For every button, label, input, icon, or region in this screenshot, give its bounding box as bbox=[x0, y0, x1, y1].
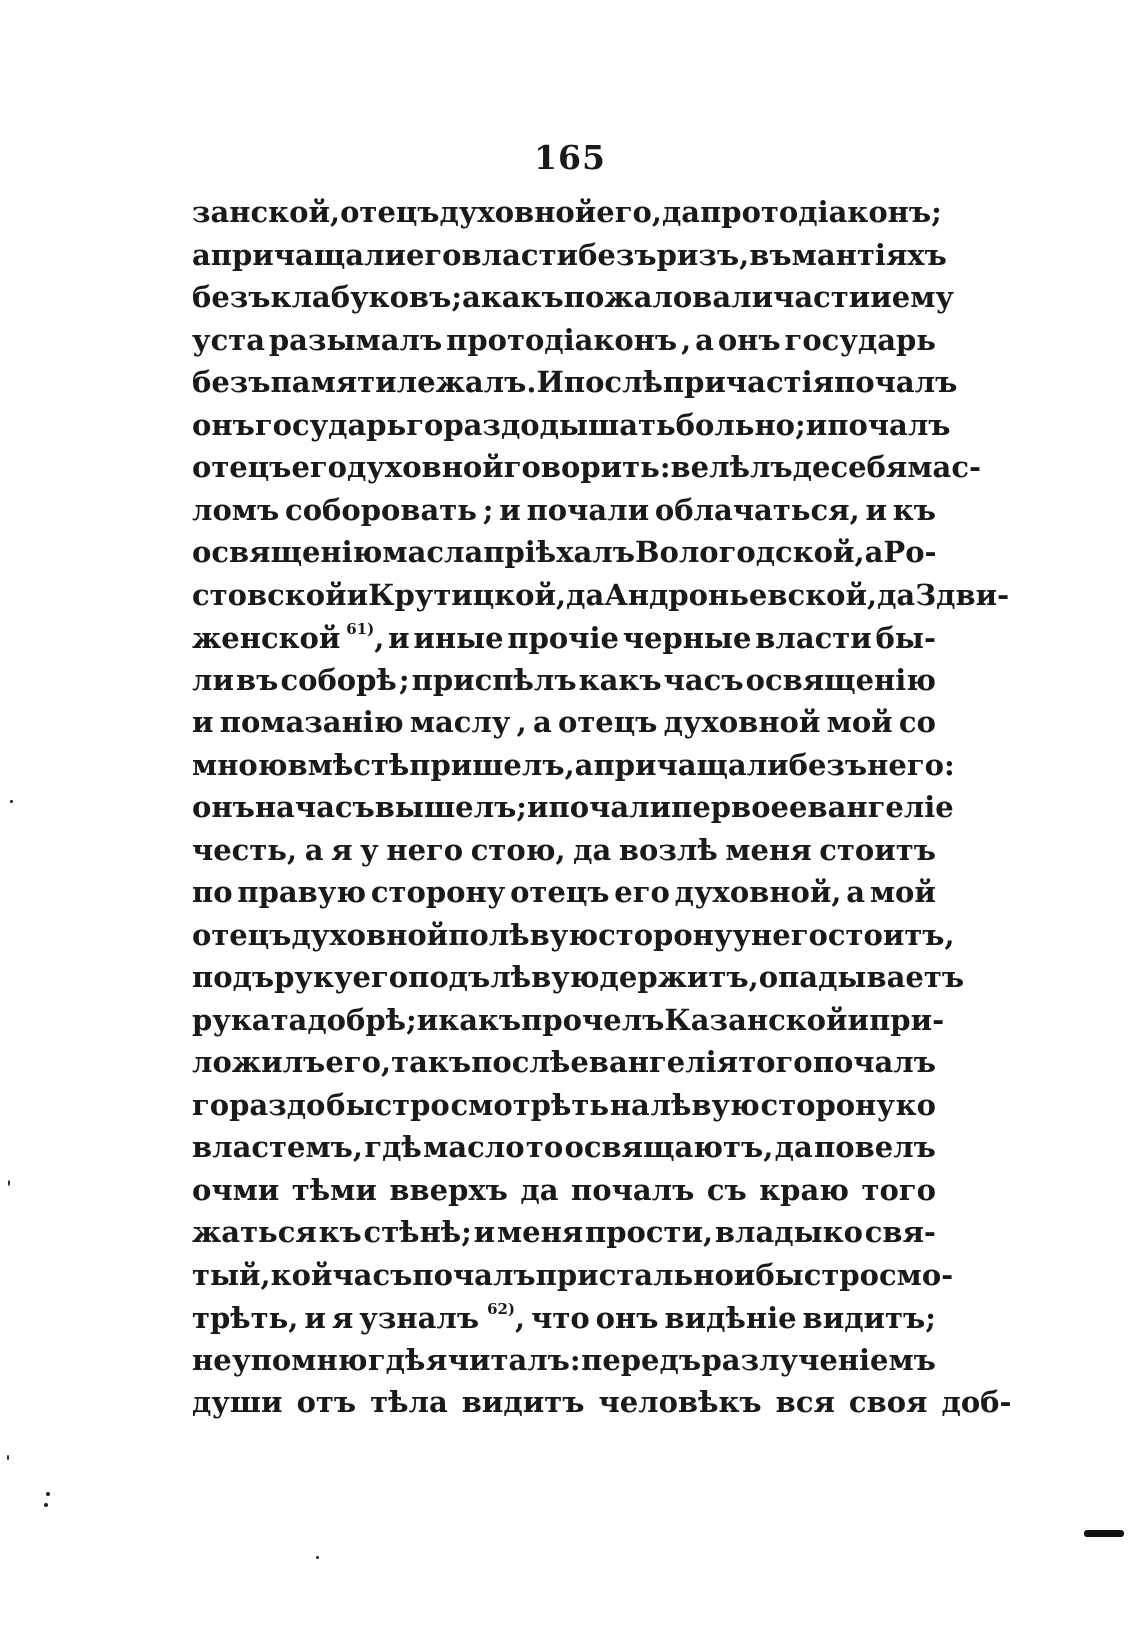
word: своя bbox=[848, 1385, 928, 1419]
word: уста bbox=[192, 322, 265, 357]
word: Здви- bbox=[915, 577, 1010, 612]
word: опадываетъ bbox=[758, 960, 965, 994]
word: того bbox=[861, 1172, 936, 1207]
word: велѣлъ bbox=[670, 450, 793, 484]
word: а bbox=[192, 237, 211, 272]
word: у bbox=[732, 917, 752, 952]
word: духовной, bbox=[674, 875, 842, 909]
word: ломъ bbox=[192, 492, 280, 527]
word: очми bbox=[192, 1172, 280, 1207]
text-line bbox=[192, 1130, 936, 1173]
word: а bbox=[695, 322, 714, 357]
word: сторону bbox=[598, 917, 733, 952]
word: владыко bbox=[714, 1215, 863, 1249]
word: безъ bbox=[788, 747, 868, 782]
word: приспѣлъ bbox=[411, 662, 577, 697]
word: въ bbox=[749, 237, 792, 272]
word: онъ bbox=[717, 322, 781, 357]
word: разымалъ bbox=[268, 322, 443, 357]
word: тый, bbox=[192, 1257, 271, 1292]
word: меня bbox=[725, 832, 812, 867]
word: $^{61)}$, bbox=[346, 620, 385, 655]
word: руку bbox=[274, 960, 353, 994]
word: и bbox=[870, 280, 892, 314]
word: соборѣ bbox=[280, 662, 397, 697]
text-line bbox=[192, 1173, 936, 1216]
word: тѣми bbox=[291, 1172, 377, 1207]
body-text bbox=[192, 195, 1012, 1428]
word: духовной bbox=[439, 195, 597, 229]
word: упомню bbox=[232, 1342, 368, 1377]
word: того bbox=[738, 1045, 813, 1079]
word: какъ bbox=[438, 1002, 522, 1037]
word: пристально bbox=[535, 1257, 734, 1292]
word: лѣвую bbox=[490, 960, 600, 994]
word: какъ bbox=[480, 280, 564, 314]
word: и bbox=[192, 705, 214, 739]
scan-speck bbox=[44, 1503, 48, 1507]
word: на bbox=[609, 1087, 650, 1122]
text-line bbox=[192, 1002, 945, 1046]
word: него: bbox=[867, 747, 955, 782]
word: соборовать bbox=[285, 492, 477, 527]
word: первое bbox=[671, 790, 789, 824]
word: кой bbox=[270, 1257, 333, 1292]
word: ризъ, bbox=[656, 237, 750, 272]
word: отецъ bbox=[192, 917, 292, 952]
word: и bbox=[805, 407, 828, 442]
word: его bbox=[352, 960, 409, 994]
word: прости, bbox=[585, 1215, 714, 1249]
word: да bbox=[573, 832, 612, 867]
word: мой bbox=[869, 875, 936, 909]
scan-mark bbox=[1084, 1530, 1124, 1537]
word: помазанію bbox=[219, 705, 404, 739]
word: а bbox=[846, 875, 866, 909]
word: сторону bbox=[370, 875, 506, 909]
word: возлѣ bbox=[618, 832, 718, 867]
word: властемъ, bbox=[192, 1130, 363, 1164]
text-line bbox=[192, 705, 936, 748]
word: часъ bbox=[294, 790, 375, 824]
word: та bbox=[270, 1002, 308, 1037]
word: у bbox=[360, 832, 379, 867]
word: власти bbox=[755, 621, 872, 655]
scan-speck bbox=[8, 1180, 10, 1186]
word: послѣ bbox=[563, 365, 663, 399]
word: Крутицкой, bbox=[368, 577, 567, 612]
word: правую bbox=[237, 875, 367, 909]
word: передъ bbox=[581, 1342, 702, 1377]
word: , bbox=[516, 705, 527, 739]
word: почали bbox=[526, 492, 650, 527]
word: гдѣ bbox=[364, 1130, 422, 1164]
text-line bbox=[192, 1385, 1012, 1428]
scan-speck bbox=[316, 1556, 319, 1559]
word: жаться bbox=[192, 1215, 317, 1249]
word: я bbox=[331, 832, 353, 867]
word: почалъ bbox=[827, 407, 951, 442]
word: отецъ bbox=[192, 450, 292, 484]
text-line bbox=[192, 493, 936, 536]
word: въ bbox=[236, 662, 279, 697]
word: маслу bbox=[409, 705, 511, 739]
word: бы- bbox=[875, 621, 936, 655]
word: подъ bbox=[192, 960, 275, 994]
word: видитъ bbox=[461, 1385, 585, 1419]
word: по bbox=[448, 917, 489, 952]
word: лежалъ. bbox=[396, 365, 537, 399]
word: какъ bbox=[578, 662, 662, 697]
word: памяти bbox=[270, 365, 397, 399]
word: а bbox=[304, 832, 324, 867]
text-line bbox=[192, 365, 958, 408]
word: къ bbox=[892, 492, 936, 527]
word: мой bbox=[826, 705, 893, 739]
word: держитъ, bbox=[599, 960, 759, 994]
word: смотрѣть bbox=[450, 1087, 609, 1122]
word: гораздо bbox=[192, 1087, 326, 1122]
word: пожаловали bbox=[563, 280, 774, 314]
word: его bbox=[614, 875, 670, 909]
word: подъ bbox=[408, 960, 491, 994]
word: причастія bbox=[662, 365, 835, 399]
word: мантіяхъ bbox=[791, 237, 947, 272]
word: его, bbox=[596, 195, 662, 229]
word: ли bbox=[192, 662, 234, 697]
word: говорить: bbox=[503, 450, 671, 484]
word: клабуковъ; bbox=[270, 280, 463, 314]
word: онъ bbox=[192, 407, 255, 442]
word: онъ bbox=[192, 790, 255, 824]
word: сторону bbox=[760, 1087, 895, 1122]
text-line bbox=[192, 875, 936, 918]
word: Казанской bbox=[664, 1002, 848, 1037]
word: стѣнѣ; bbox=[363, 1215, 472, 1249]
word: узналъ bbox=[359, 1301, 480, 1335]
page-number: 165 bbox=[534, 138, 606, 177]
text-line bbox=[192, 833, 936, 876]
word: и bbox=[527, 790, 549, 824]
word: почалъ bbox=[412, 1257, 536, 1292]
word: власти bbox=[461, 237, 579, 272]
word: него bbox=[386, 832, 464, 867]
word: стоитъ, bbox=[827, 917, 955, 952]
word: Ро- bbox=[883, 535, 937, 569]
word: безъ bbox=[578, 237, 657, 272]
word: вверхъ bbox=[389, 1172, 508, 1207]
text-line bbox=[192, 1088, 936, 1131]
text-line bbox=[192, 237, 947, 281]
word: отецъ bbox=[510, 875, 610, 909]
text-line bbox=[192, 663, 936, 706]
word: черные bbox=[622, 621, 752, 655]
word: почалъ bbox=[571, 1172, 695, 1207]
footnote-marker: 61) bbox=[346, 620, 375, 638]
word: больно; bbox=[675, 407, 806, 442]
text-line bbox=[192, 1257, 954, 1301]
word: меня bbox=[496, 1215, 584, 1249]
word: то bbox=[525, 1130, 564, 1164]
word: занской, bbox=[192, 195, 341, 229]
word: масло bbox=[423, 1130, 525, 1164]
text-line bbox=[192, 1045, 936, 1088]
word: а bbox=[864, 535, 884, 569]
word: почали bbox=[548, 790, 672, 824]
text-line bbox=[192, 450, 982, 493]
word: да bbox=[774, 1130, 813, 1164]
word: освященію bbox=[192, 535, 383, 569]
word: Вологодской, bbox=[634, 535, 865, 569]
word: разлученіемъ bbox=[701, 1342, 936, 1377]
text-line bbox=[192, 1300, 936, 1343]
word: облачаться, bbox=[654, 492, 860, 527]
word: гдѣ bbox=[367, 1342, 426, 1377]
word: читалъ: bbox=[447, 1342, 581, 1377]
word: тѣла bbox=[370, 1385, 448, 1419]
text-line bbox=[192, 790, 954, 833]
word: женской bbox=[192, 621, 341, 655]
word: повелъ bbox=[814, 1130, 936, 1164]
word: дышать bbox=[539, 407, 676, 442]
word: евангеліе bbox=[789, 790, 954, 824]
word: по bbox=[192, 875, 233, 909]
word: стоитъ bbox=[819, 832, 936, 867]
word: евангелія bbox=[570, 1045, 739, 1079]
footnote-marker: 62) bbox=[487, 1300, 516, 1318]
word: масла bbox=[382, 535, 484, 569]
word: отецъ bbox=[558, 705, 658, 739]
text-line bbox=[192, 960, 965, 1003]
word: я bbox=[331, 1301, 354, 1335]
word: и bbox=[346, 577, 369, 612]
word: видитъ; bbox=[802, 1301, 936, 1335]
word: него bbox=[751, 917, 828, 952]
word: онъ bbox=[595, 1301, 659, 1335]
word: государь bbox=[254, 407, 407, 442]
word: на bbox=[254, 790, 295, 824]
word: и bbox=[473, 1215, 496, 1249]
word: мас- bbox=[907, 450, 982, 484]
word: ко bbox=[895, 1087, 936, 1122]
text-line bbox=[192, 1343, 936, 1386]
word: отецъ bbox=[340, 195, 440, 229]
word: видѣніе bbox=[664, 1301, 797, 1335]
word: а bbox=[574, 747, 594, 782]
text-line bbox=[192, 195, 942, 238]
word: краю bbox=[759, 1172, 849, 1207]
word: почалъ bbox=[812, 1045, 936, 1079]
word: да bbox=[877, 577, 916, 612]
word: часъ bbox=[663, 662, 744, 697]
word: прочелъ bbox=[521, 1002, 665, 1037]
word: послѣ bbox=[471, 1045, 571, 1079]
scan-speck bbox=[10, 800, 13, 803]
word: а bbox=[462, 280, 481, 314]
word: духовной bbox=[347, 450, 504, 484]
word: не bbox=[192, 1342, 232, 1377]
text-line bbox=[192, 1215, 936, 1258]
text-line bbox=[192, 535, 936, 578]
word: отъ bbox=[296, 1385, 357, 1419]
word: души bbox=[192, 1385, 283, 1419]
word: свя- bbox=[864, 1215, 936, 1249]
word: а bbox=[532, 705, 552, 739]
word: лѣвую bbox=[488, 917, 599, 952]
word: да bbox=[566, 577, 605, 612]
word: ему bbox=[891, 280, 954, 314]
word: себя bbox=[830, 450, 908, 484]
text-line bbox=[192, 577, 1010, 621]
word: вмѣстѣ bbox=[287, 747, 410, 782]
word: добрѣ; bbox=[307, 1002, 417, 1037]
text-line bbox=[192, 620, 936, 663]
word: часъ bbox=[332, 1257, 413, 1292]
word: почалъ bbox=[834, 365, 958, 399]
word: и bbox=[733, 1257, 756, 1292]
word: мною bbox=[192, 747, 288, 782]
word: трѣть, bbox=[192, 1301, 299, 1335]
word: и bbox=[847, 1002, 870, 1037]
word: стою, bbox=[470, 832, 566, 867]
word: стовской bbox=[192, 577, 347, 612]
scan-speck bbox=[7, 1455, 9, 1460]
word: протодіаконъ; bbox=[700, 195, 942, 229]
word: и bbox=[304, 1301, 326, 1335]
word: честь, bbox=[192, 832, 298, 867]
word: быстро bbox=[755, 1257, 879, 1292]
text-line bbox=[192, 917, 955, 961]
word: я bbox=[425, 1342, 448, 1377]
word: безъ bbox=[192, 365, 271, 399]
word: , bbox=[681, 322, 692, 357]
word: и bbox=[388, 621, 410, 655]
word: Андроньевской, bbox=[604, 577, 878, 612]
word: смо- bbox=[878, 1257, 954, 1292]
scan-speck bbox=[46, 1492, 50, 1496]
word: пришелъ, bbox=[409, 747, 575, 782]
word: лѣвую bbox=[650, 1087, 760, 1122]
word: причащали bbox=[210, 237, 406, 272]
word: его, bbox=[325, 1045, 392, 1079]
word: и bbox=[499, 492, 521, 527]
word: доб- bbox=[941, 1385, 1012, 1419]
word: прочіе bbox=[507, 621, 619, 655]
word: къ bbox=[318, 1215, 362, 1249]
word: при- bbox=[869, 1002, 945, 1037]
word: государь bbox=[784, 322, 936, 357]
word: причащали bbox=[593, 747, 789, 782]
word: что bbox=[531, 1301, 590, 1335]
word: И bbox=[536, 365, 564, 399]
word: съ bbox=[706, 1172, 747, 1207]
word: его bbox=[405, 237, 462, 272]
text-line bbox=[192, 323, 936, 366]
word: де bbox=[792, 450, 831, 484]
word: быстро bbox=[326, 1087, 450, 1122]
word: духовной bbox=[291, 917, 449, 952]
word: его bbox=[291, 450, 348, 484]
word: и bbox=[865, 492, 887, 527]
word: пріѣхалъ bbox=[483, 535, 635, 569]
word: духовной bbox=[663, 705, 821, 739]
word: да bbox=[661, 195, 701, 229]
word: освященію bbox=[745, 662, 936, 697]
word: безъ bbox=[192, 280, 271, 314]
word: со bbox=[898, 705, 936, 739]
word: рука bbox=[192, 1002, 271, 1037]
text-line bbox=[192, 747, 955, 791]
word: и bbox=[416, 1002, 439, 1037]
word: такъ bbox=[391, 1045, 472, 1079]
text-line bbox=[192, 407, 951, 451]
word: вся bbox=[775, 1385, 835, 1419]
word: ; bbox=[398, 662, 410, 697]
word: человѣкъ bbox=[598, 1385, 762, 1419]
word: ; bbox=[482, 492, 494, 527]
word: вышелъ; bbox=[374, 790, 528, 824]
word: да bbox=[520, 1172, 559, 1207]
word: освящаютъ, bbox=[564, 1130, 774, 1164]
word: протодіаконъ bbox=[446, 322, 678, 357]
word: ложилъ bbox=[192, 1045, 326, 1079]
text-line bbox=[192, 280, 954, 323]
word: части bbox=[773, 280, 871, 314]
word: $^{62)}$, bbox=[487, 1300, 526, 1335]
word: гораздо bbox=[406, 407, 540, 442]
word: иные bbox=[413, 621, 504, 655]
